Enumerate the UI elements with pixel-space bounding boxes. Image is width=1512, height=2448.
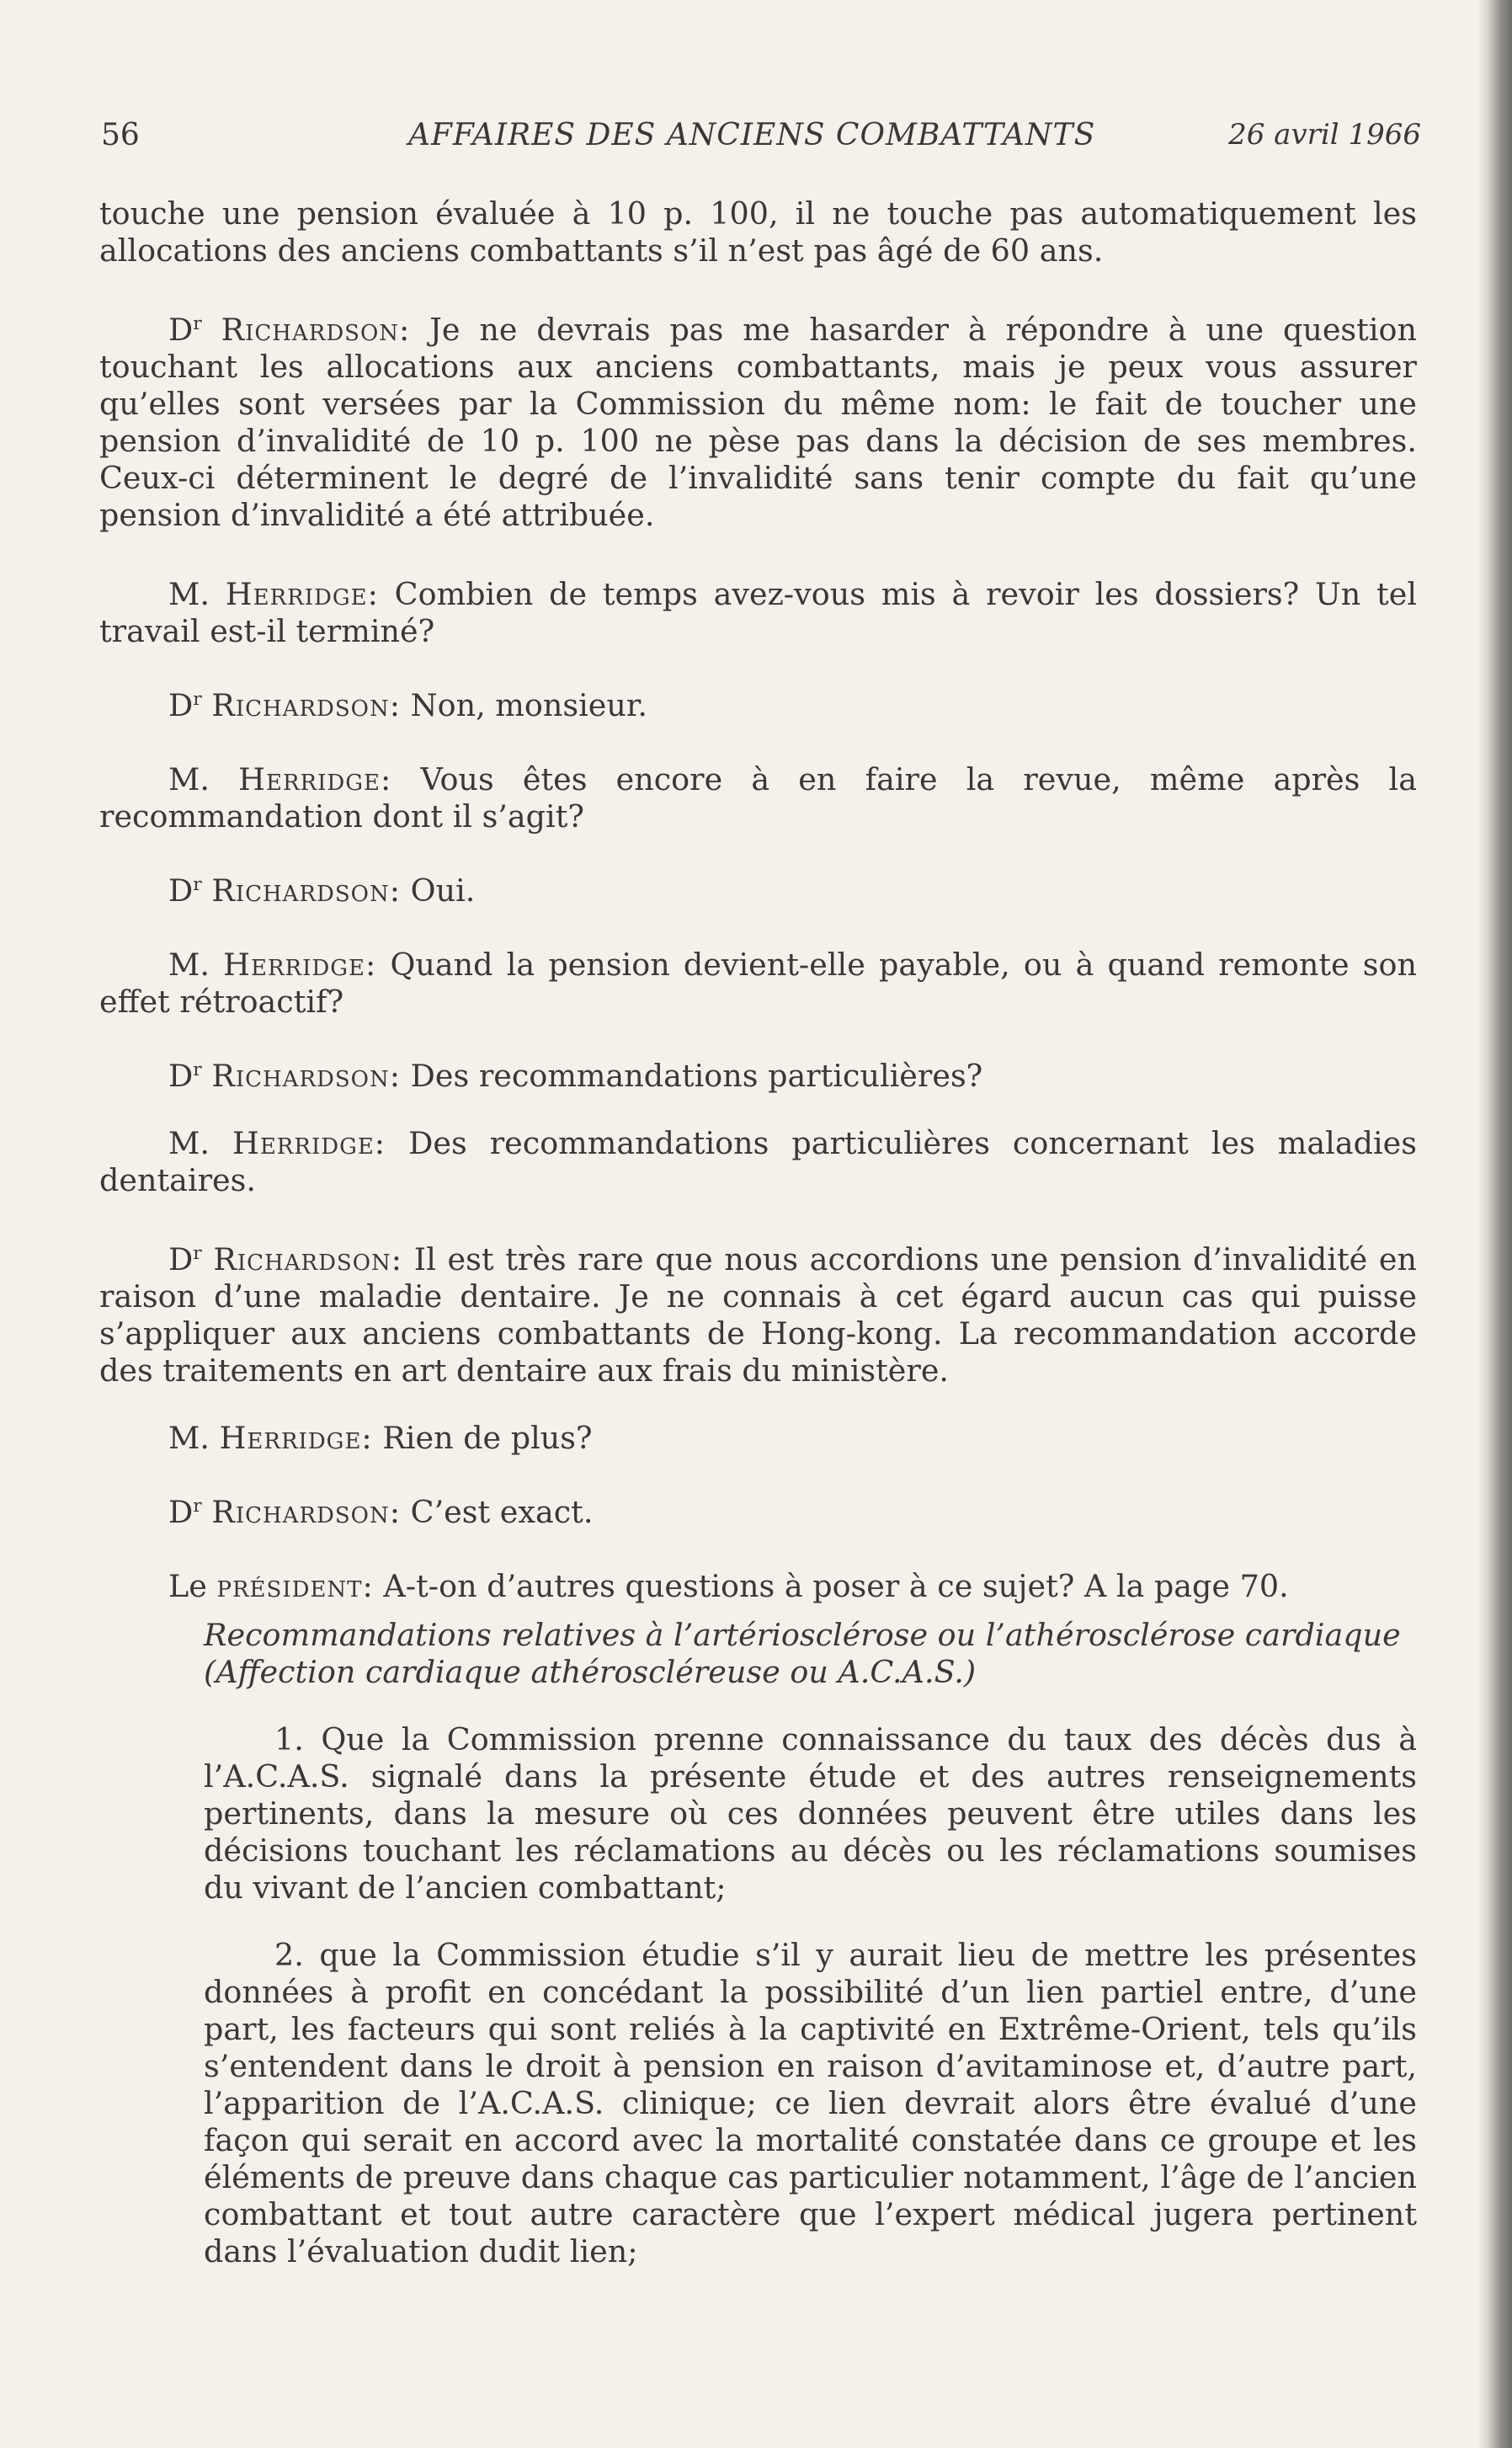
header-date: 26 avril 1966 (1228, 118, 1421, 152)
paragraph-herridge (99, 576, 1417, 650)
speaker-name: $D^r$ Richardson: (168, 312, 411, 348)
page-binding-edge (1477, 0, 1512, 2448)
speaker-name: $D^r$ Richardson: (168, 1494, 402, 1530)
paragraph-continuation: touche une pension évaluée à 10 p. 100, il ne touche pas automatiquement les allocations des anciens combattants s’il n’est pas âgé de 60 ans. (99, 195, 1417, 269)
speech-text: Des recommandations particulières concernant les maladies dentaires. (99, 1125, 1417, 1198)
speech-text: Combien de temps avez-vous mis à revoir les dossiers? Un tel travail est-il terminé? (99, 576, 1417, 649)
speech-text: Non, monsieur. (410, 687, 647, 723)
speech-text: Rien de plus? (382, 1420, 593, 1456)
running-title: AFFAIRES DES ANCIENS COMBATTANTS (408, 118, 1096, 152)
speech-text: Oui. (410, 872, 476, 909)
recommendation-item: 1. Que la Commission prenne connaissance du taux des décès dus à l’A.C.A.S. signalé dans la présente étude et des autres renseignements pertinents, dans la mesure où ces données peuvent être utiles dans les décisions touchant les réclamations au décès ou les réclamations soumises du vivant de l’ancien combattant; (204, 1721, 1417, 1906)
speaker-name: M. Herridge: (168, 1125, 386, 1161)
speech-text: C’est exact. (410, 1494, 594, 1530)
speaker-name: $D^r$ Richardson: (168, 687, 402, 723)
paragraph-herridge (99, 1420, 1417, 1457)
speaker-name: M. Herridge: (168, 576, 379, 612)
paragraph-richardson (99, 312, 1417, 534)
speaker-name: M. Herridge: (168, 947, 377, 983)
paragraph-richardson (99, 1241, 1417, 1389)
page-body (99, 195, 1417, 2270)
speaker-name: $D^r$ Richardson: (168, 872, 402, 909)
speech-text: Il est très rare que nous accordions une pension d’invalidité en raison d’une maladie dentaire. Je ne connais à cet égard aucun cas qui puisse s’appliquer aux anciens combattants de Hong-kong. La recommandation accorde des traitements en art dentaire aux frais du ministère. (99, 1241, 1417, 1389)
speech-text: Vous êtes encore à en faire la revue, même après la recommandation dont il s’agit? (99, 761, 1417, 835)
speech-text: Quand la pension devient-elle payable, ou à quand remonte son effet rétroactif? (99, 947, 1417, 1020)
recommendations-title: Recommandations relatives à l’artériosclérose ou l’athérosclérose cardiaque (Affection cardiaque athéroscléreuse ou A.C.A.S.) (204, 1617, 1401, 1690)
page-number: 56 (101, 118, 140, 152)
speaker-name: $D^r$ Richardson: (168, 1241, 403, 1277)
paragraph-richardson (99, 1494, 1417, 1531)
paragraph-richardson (99, 872, 1417, 909)
paragraph-herridge (99, 947, 1417, 1021)
paragraph-herridge (99, 761, 1417, 835)
speech-text: Des recommandations particulières? (410, 1058, 983, 1094)
paragraph-herridge (99, 1125, 1417, 1199)
speaker-name: M. Herridge: (168, 1420, 373, 1456)
paragraph-richardson (99, 687, 1417, 724)
page-header (101, 118, 1421, 168)
paragraph-richardson (99, 1058, 1417, 1095)
speaker-name: Le président: (168, 1568, 374, 1604)
speech-text: A-t-on d’autres questions à poser à ce sujet? A la page 70. (383, 1568, 1289, 1604)
paragraph-president (99, 1568, 1417, 1605)
speaker-name: M. Herridge: (168, 761, 392, 797)
speech-text: Je ne devrais pas me hasarder à répondre à une question touchant les allocations aux anciens combattants, mais je peux vous assurer qu’elles sont versées par la Commission du même nom: le fait de toucher une pension d’invalidité de 10 p. 100 ne pèse pas dans la décision de ses membres. Ceux-ci déterminent le degré de l’invalidité sans tenir compte du fait qu’une pension d’invalidité a été attribuée. (99, 312, 1417, 533)
recommendation-item: 2. que la Commission étudie s’il y aurait lieu de mettre les présentes données à profit en concédant la possibilité d’un lien partiel entre, d’une part, les facteurs qui sont reliés à la captivité en Extrême-Orient, tels qu’ils s’entendent dans le droit à pension en raison d’avitaminose et, d’autre part, l’apparition de l’A.C.A.S. clinique; ce lien devrait alors être évalué d’une façon qui serait en accord avec la mortalité constatée dans ce groupe et les éléments de preuve dans chaque cas particulier notamment, l’âge de l’ancien combattant et tout autre caractère que l’expert médical jugera pertinent dans l’évaluation dudit lien; (204, 1937, 1417, 2269)
speaker-name: $D^r$ Richardson: (168, 1058, 402, 1094)
